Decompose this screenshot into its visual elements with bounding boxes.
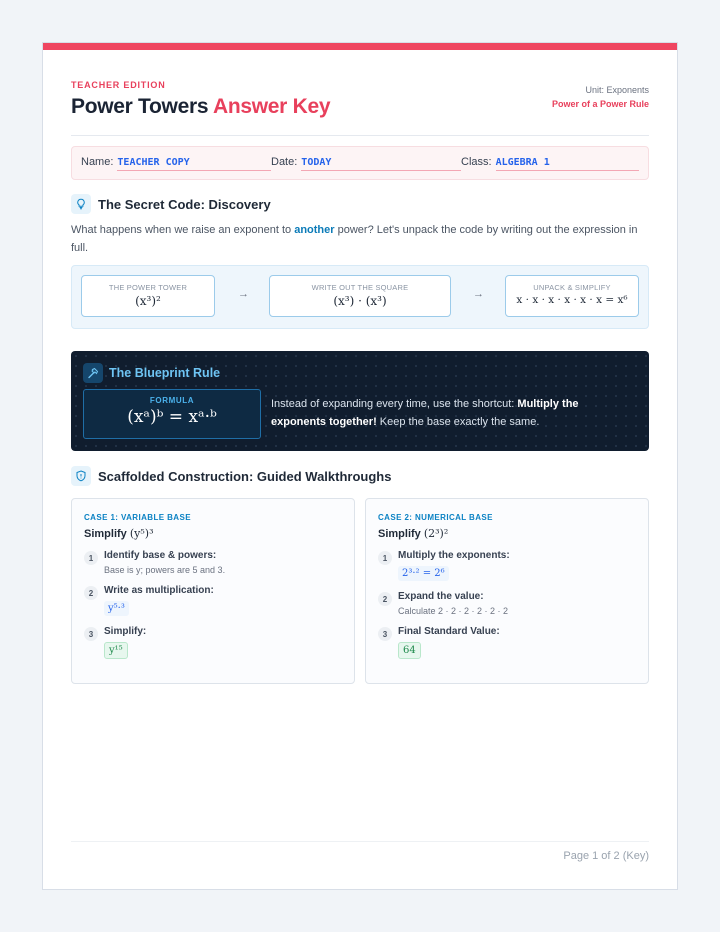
name-value[interactable]: TEACHER COPY: [117, 157, 271, 171]
scaffold-heading: [71, 466, 649, 486]
formula-label: FORMULA: [149, 396, 195, 405]
case-title-math: (2³)²: [423, 527, 449, 540]
step-label: Expand the value:: [398, 591, 484, 602]
power-tower-box: [81, 275, 215, 317]
step-item: [378, 626, 636, 659]
flow-step-label: THE POWER TOWER: [108, 283, 188, 292]
unpack-box: [505, 275, 639, 317]
lightbulb-icon: [71, 194, 91, 214]
edition-label: TEACHER EDITION: [71, 80, 166, 90]
case-cards: [71, 498, 649, 684]
discovery-intro: [71, 221, 649, 257]
arrow-right-icon: →: [473, 288, 484, 300]
case-title: [378, 527, 636, 540]
worksheet-page: [42, 42, 678, 890]
step-item: [84, 626, 342, 659]
step-label: Final Standard Value:: [398, 626, 500, 637]
title-accent: Answer Key: [212, 95, 331, 118]
page-footer: [71, 841, 649, 862]
date-field[interactable]: [271, 156, 461, 171]
step-item: [84, 585, 342, 616]
blueprint-heading: [83, 363, 220, 383]
step-number: 3: [84, 627, 98, 641]
step-number: 3: [378, 627, 392, 641]
page-number: Page 1 of 2 (Key): [563, 850, 649, 862]
step-answer: y¹⁵: [104, 642, 128, 659]
page-title: [71, 95, 330, 119]
formula-box: [83, 389, 261, 439]
name-label: Name:: [81, 155, 114, 168]
case-title: [84, 527, 342, 540]
blueprint-text-bold: Multiply the exponents together!: [271, 398, 579, 428]
accent-bar: [43, 43, 677, 50]
blueprint-text-2: Keep the base exactly the same.: [376, 416, 540, 428]
flow-step-label: UNPACK & SIMPLIFY: [533, 283, 611, 292]
step-label: Identify base & powers:: [104, 550, 217, 561]
step-label: Simplify:: [104, 626, 147, 637]
case-card-numerical: [365, 498, 649, 684]
intro-text-2: power? Let's unpack the code by writing out the expression in full.: [71, 224, 638, 254]
student-info-row: [71, 146, 649, 180]
write-out-box: [269, 275, 451, 317]
case-title-text: Simplify: [378, 528, 421, 540]
class-field[interactable]: [461, 156, 639, 171]
step-detail: Base is y; powers are 5 and 3.: [104, 565, 226, 575]
case-tag: CASE 2: NUMERICAL BASE: [378, 513, 493, 522]
shield-icon: [71, 466, 91, 486]
scaffold-title: Scaffolded Construction: Guided Walkthroughs: [98, 468, 392, 484]
discovery-title: The Secret Code: Discovery: [98, 196, 271, 212]
blueprint-text-1: Instead of expanding every time, use the shortcut:: [271, 398, 518, 410]
intro-highlight: another: [294, 224, 335, 236]
case-title-math: (y⁵)³: [129, 527, 154, 540]
flow-step-label: WRITE OUT THE SQUARE: [311, 283, 409, 292]
flow-step-math: (x³)²: [135, 294, 161, 308]
hammer-icon: [83, 363, 103, 383]
step-answer: 64: [398, 642, 421, 659]
name-field[interactable]: [81, 156, 271, 171]
blueprint-rule-panel: [71, 351, 649, 451]
date-value[interactable]: TODAY: [301, 157, 461, 171]
step-number: 2: [378, 592, 392, 606]
step-item: [378, 591, 636, 616]
step-number: 1: [378, 551, 392, 565]
discovery-flow: [71, 265, 649, 329]
unit-label: Unit: Exponents: [585, 85, 649, 95]
date-label: Date:: [271, 155, 298, 168]
step-number: 2: [84, 586, 98, 600]
arrow-right-icon: →: [238, 288, 249, 300]
step-detail: Calculate 2 · 2 · 2 · 2 · 2 · 2: [398, 606, 509, 616]
step-label: Multiply the exponents:: [398, 550, 510, 561]
step-label: Write as multiplication:: [104, 585, 214, 596]
discovery-heading: [71, 194, 649, 214]
step-math: y⁵·³: [104, 601, 129, 616]
intro-text-1: What happens when we raise an exponent to: [71, 224, 295, 236]
flow-step-math: (x³) · (x³): [333, 294, 387, 308]
flow-step-math: x · x · x · x · x · x = x⁶: [516, 294, 628, 306]
case-card-variable: [71, 498, 355, 684]
case-title-text: Simplify: [84, 528, 127, 540]
step-item: [378, 550, 636, 581]
title-main: Power Towers: [71, 95, 209, 118]
step-math: 2³·² = 2⁶: [398, 566, 449, 581]
rule-label: Power of a Power Rule: [551, 99, 649, 109]
class-value[interactable]: ALGEBRA 1: [496, 157, 639, 171]
step-number: 1: [84, 551, 98, 565]
case-tag: CASE 1: VARIABLE BASE: [84, 513, 191, 522]
blueprint-explanation: [271, 395, 631, 431]
step-item: [84, 550, 342, 575]
page-header: [71, 50, 649, 136]
class-label: Class:: [461, 155, 492, 168]
formula-expression: (xᵃ)ᵇ = xᵃ·ᵇ: [127, 407, 217, 427]
blueprint-title: The Blueprint Rule: [109, 366, 221, 380]
